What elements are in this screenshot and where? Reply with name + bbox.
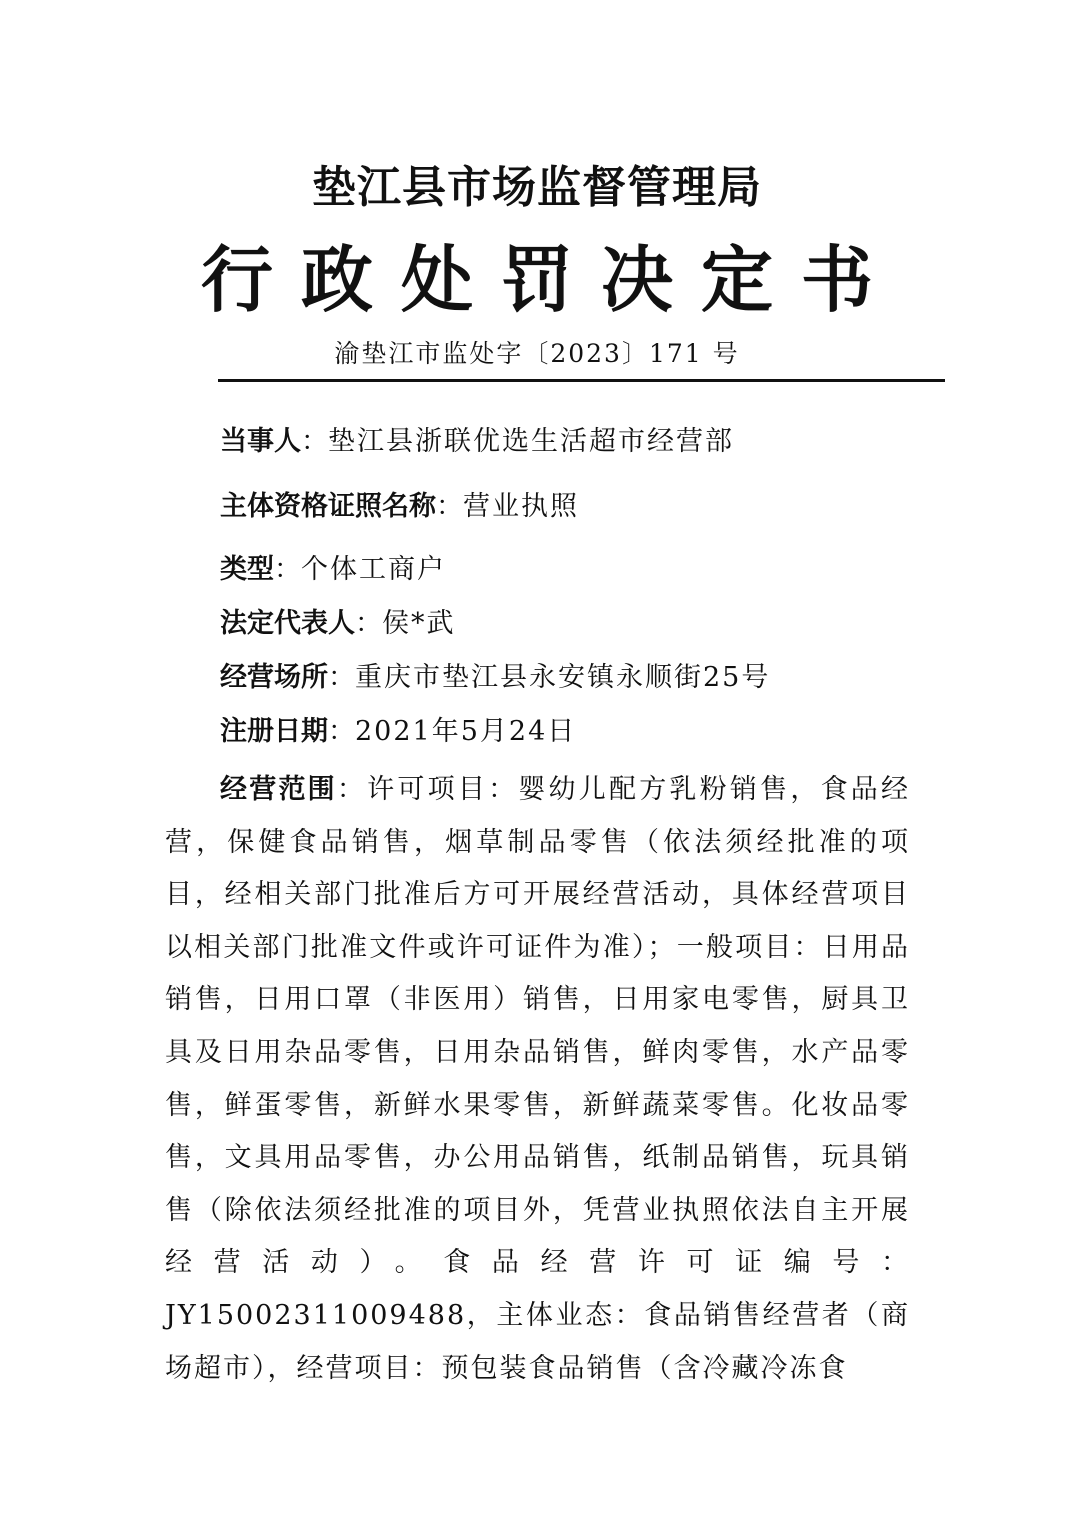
- field-party-colon: ：: [301, 426, 328, 457]
- field-party-value: 垫江县浙联优选生活超市经营部: [328, 426, 734, 457]
- document-title: 行政处罚决定书: [200, 237, 901, 322]
- field-party: [220, 420, 940, 464]
- field-type-label: 类型: [220, 554, 274, 585]
- field-license-label: 主体资格证照名称: [220, 491, 436, 522]
- field-legal-rep-value: 侯*武: [382, 608, 456, 639]
- agency-name: 垫江县市场监督管理局: [312, 162, 762, 213]
- field-address: [220, 656, 940, 700]
- business-scope-colon: ：: [336, 774, 368, 805]
- field-license: [220, 485, 940, 529]
- field-address-label: 经营场所: [220, 662, 328, 693]
- header-divider: [218, 379, 945, 382]
- field-type: [220, 548, 940, 592]
- field-reg-date-value: 2021年5月24日: [355, 716, 577, 747]
- field-license-colon: ：: [436, 491, 463, 522]
- field-reg-date-colon: ：: [328, 716, 355, 747]
- field-address-value: 重庆市垫江县永安镇永顺街25号: [355, 662, 771, 693]
- field-reg-date-label: 注册日期: [220, 716, 328, 747]
- business-scope-text: 许可项目：婴幼儿配方乳粉销售，食品经营，保健食品销售，烟草制品零售（依法须经批准的项目，经相关部门批准后方可开展经营活动，具体经营项目以相关部门批准文件或许可证件为准）；一般项目：日用品销售，日用口罩（非医用）销售，日用家电零售，厨具卫具及日用杂品零售，日用杂品销售，鲜肉零售，水产品零售，鲜蛋零售，新鲜水果零售，新鲜蔬菜零售。化妆品零售，文具用品零售，办公用品销售，纸制品销售，玩具销售（除依法须经批准的项目外，凭营业执照依法自主开展经营活动）。食品经营许可证编号：JY15002311009488，主体业态：食品销售经营者（商场超市），经营项目：预包装食品销售（含冷藏冷冻食: [165, 774, 911, 1384]
- field-party-label: 当事人: [220, 426, 301, 457]
- field-address-colon: ：: [328, 662, 355, 693]
- field-license-value: 营业执照: [463, 491, 579, 522]
- document-number: 渝垫江市监处字〔2023〕171 号: [334, 339, 740, 368]
- field-type-colon: ：: [274, 554, 301, 585]
- field-legal-rep: [220, 602, 940, 646]
- business-scope-label: 经营范围: [220, 774, 337, 805]
- field-legal-rep-label: 法定代表人: [220, 608, 355, 639]
- field-reg-date: [220, 710, 940, 754]
- field-legal-rep-colon: ：: [355, 608, 382, 639]
- field-type-value: 个体工商户: [301, 554, 446, 585]
- business-scope-paragraph: [165, 764, 910, 1395]
